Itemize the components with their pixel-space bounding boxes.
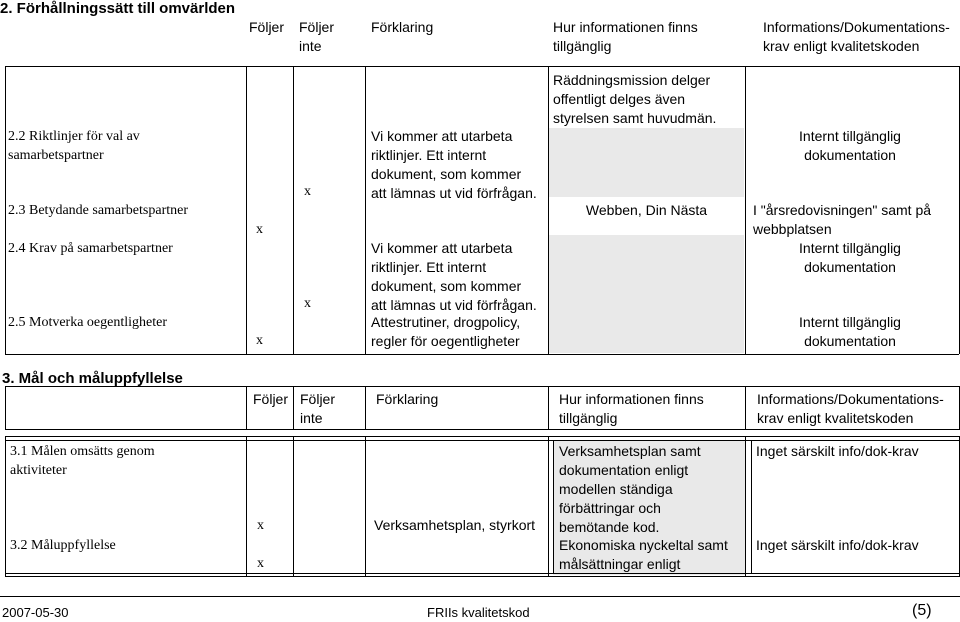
header-explanation: Förklaring xyxy=(371,19,434,35)
header-availability: Hur informationen finns tillgänglig xyxy=(553,19,698,54)
header-explanation-3: Förklaring xyxy=(376,391,439,407)
footer-rule xyxy=(0,596,960,597)
availability-2-3: Webben, Din Nästa xyxy=(585,202,708,218)
availability-3-2: Ekonomiska nyckeltal samt målsättningar enligt xyxy=(559,537,728,572)
row-label-3-2: 3.2 Måluppfyllelse xyxy=(10,538,116,553)
header-requirement-3: Informations/Dokumentations- krav enligt kvalitetskoden xyxy=(757,391,944,426)
explanation-3-1: Verksamhetsplan, styrkort xyxy=(374,517,536,533)
row-label-2-3: 2.3 Betydande samarbetspartner xyxy=(8,203,188,218)
availability-2-2: Räddningsmission delger offentligt delges även styrelsen samt huvudmän. xyxy=(553,72,717,126)
divider xyxy=(548,386,549,430)
divider xyxy=(745,386,746,430)
footer-date: 2007-05-30 xyxy=(2,605,69,620)
divider xyxy=(293,386,294,430)
header-not-follows: Följer inte xyxy=(299,19,335,54)
header-follows-3: Följer xyxy=(253,391,289,407)
divider xyxy=(5,354,959,355)
divider xyxy=(365,66,366,354)
divider xyxy=(5,66,959,67)
divider xyxy=(5,66,6,354)
requirement-2-4: Internt tillgänglig dokumentation xyxy=(799,240,901,275)
mark-not-follows-2-2: x xyxy=(304,184,311,199)
mark-not-follows-2-4: x xyxy=(304,296,311,311)
explanation-2-4: Vi kommer att utarbeta riktlinjer. Ett internt dokument, som kommer att lämnas ut vid förfrågan. xyxy=(371,240,537,313)
divider xyxy=(293,436,294,577)
header-availability-3: Hur informationen finns tillgänglig xyxy=(559,391,704,426)
requirement-2-5: Internt tillgänglig dokumentation xyxy=(799,314,901,349)
divider xyxy=(745,436,746,577)
row-label-2-2: 2.2 Riktlinjer för val av samarbetspartner xyxy=(8,129,140,163)
divider xyxy=(548,436,549,577)
section-2-title: 2. Förhållningssätt till omvärlden xyxy=(0,0,236,17)
divider xyxy=(293,66,294,354)
divider xyxy=(246,386,247,430)
availability-3-1: Verksamhetsplan samt dokumentation enligt modellen ständiga förbättringar och bemötande kod. xyxy=(559,443,701,535)
requirement-3-2: Inget särskilt info/dok-krav xyxy=(756,537,919,553)
divider xyxy=(751,440,752,574)
divider xyxy=(365,386,366,430)
availability-shading xyxy=(548,128,744,197)
header-requirement: Informations/Dokumentations- krav enligt kvalitetskoden xyxy=(763,19,950,54)
divider xyxy=(246,66,247,354)
divider xyxy=(246,436,247,577)
divider xyxy=(745,66,746,354)
availability-shading xyxy=(548,235,744,353)
divider xyxy=(5,573,960,574)
row-label-3-1: 3.1 Målen omsätts genom aktiviteter xyxy=(10,444,155,478)
header-follows: Följer xyxy=(249,19,285,35)
section-3-title: 3. Mål och måluppfyllelse xyxy=(2,370,183,387)
mark-follows-3-2: x xyxy=(257,556,264,571)
mark-follows-2-5: x xyxy=(256,333,263,348)
explanation-2-5: Attestrutiner, drogpolicy, regler för oegentligheter xyxy=(371,314,521,349)
footer-page: (5) xyxy=(912,602,932,619)
requirement-2-3: I "årsredovisningen" samt på webbplatsen xyxy=(753,202,932,237)
explanation-2-2: Vi kommer att utarbeta riktlinjer. Ett internt dokument, som kommer att lämnas ut vid förfrågan. xyxy=(371,128,537,201)
divider xyxy=(5,440,960,441)
requirement-2-2: Internt tillgänglig dokumentation xyxy=(799,128,901,163)
mark-follows-2-3: x xyxy=(256,222,263,237)
row-label-2-5: 2.5 Motverka oegentligheter xyxy=(8,315,168,330)
divider xyxy=(553,440,554,574)
header-not-follows-3: Följer inte xyxy=(300,391,336,426)
divider xyxy=(365,436,366,577)
requirement-3-1: Inget särskilt info/dok-krav xyxy=(756,443,919,459)
row-label-2-4: 2.4 Krav på samarbetspartner xyxy=(8,241,173,256)
mark-follows-3-1: x xyxy=(257,518,264,533)
footer-title: FRIIs kvalitetskod xyxy=(427,605,530,620)
